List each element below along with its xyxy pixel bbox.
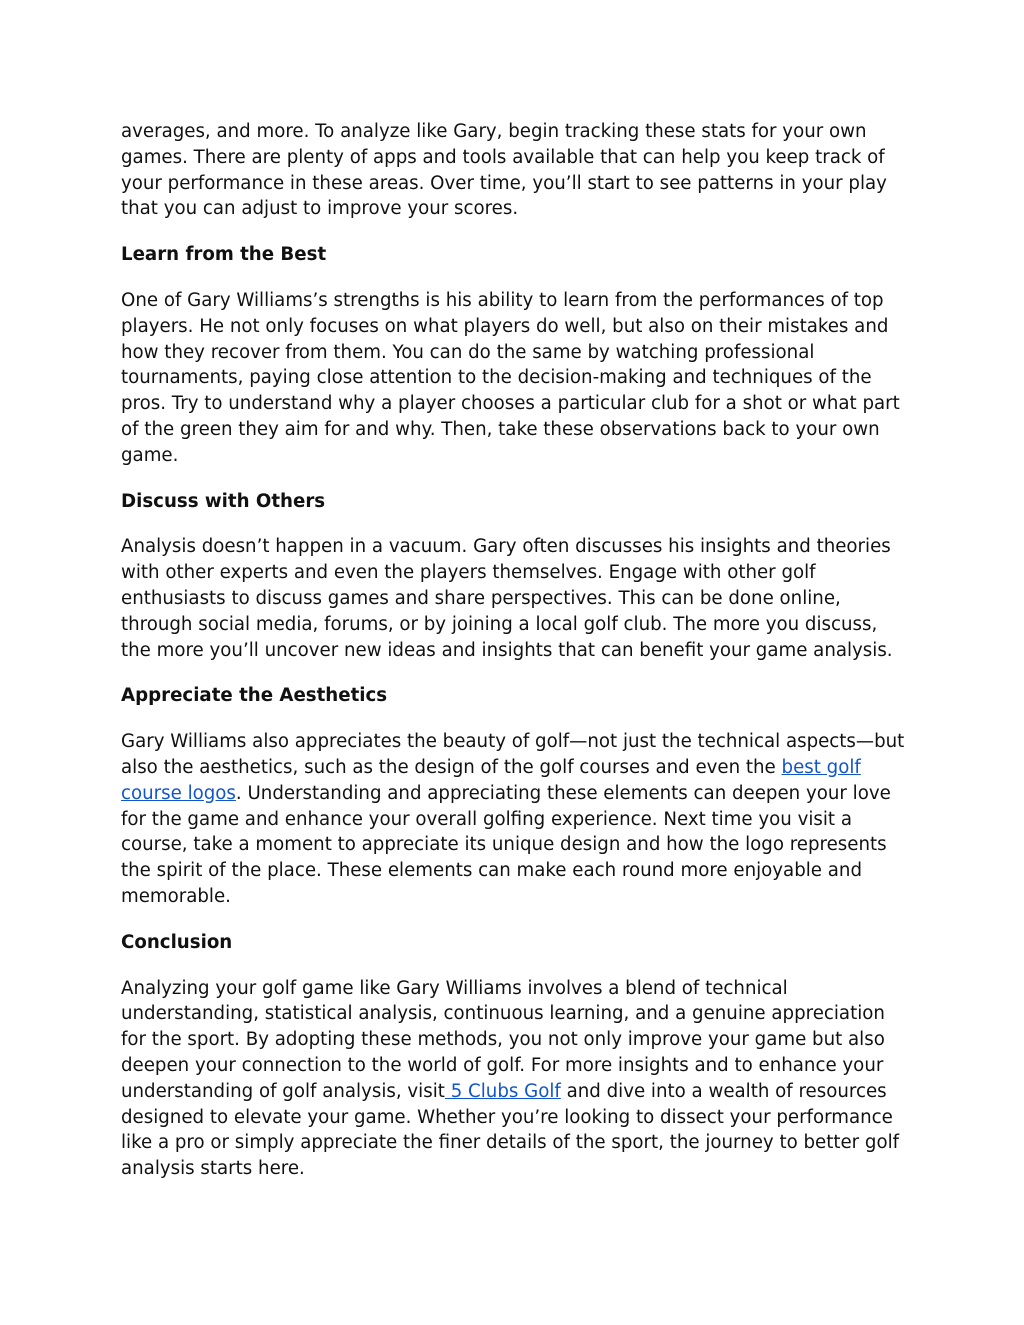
best-golf-course-logos-link[interactable]: best golf course logos <box>121 756 861 804</box>
aesthetics-text-before: Gary Williams also appreciates the beauty of golf—not just the technical aspects—but also the aesthetics, such as the design of the golf courses and even the <box>121 731 905 778</box>
section-heading-learn: Learn from the Best <box>121 244 327 266</box>
aesthetics-text-after: . Understanding and appreciating these elements can deepen your love for the game and enhance your overall golfing experience. Next time you visit a course, take a moment to appreciate its unique design and how the logo represents the spirit of the place. These elements can make each round more enjoyable and memorable. <box>121 782 891 907</box>
conclusion-text-after: and dive into a wealth of resources designed to elevate your game. Whether you’re looking to dissect your performance like a pro or simply appreciate the finer details of the sport, the journey to better golf analysis starts here. <box>121 1080 900 1180</box>
intro-paragraph: averages, and more. To analyze like Gary, begin tracking these stats for your own games. There are plenty of apps and tools available that can help you keep track of your performance in these areas. Over time, you’ll start to see patterns in your play that you can adjust to improve your scores. <box>121 121 887 220</box>
document-page <box>121 119 911 1202</box>
paragraph-aesthetics <box>121 729 911 910</box>
section-heading-aesthetics: Appreciate the Aesthetics <box>121 685 388 707</box>
five-clubs-golf-link[interactable]: 5 Clubs Golf <box>444 1080 561 1102</box>
paragraph-learn: One of Gary Williams’s strengths is his ability to learn from the performances of top players. He not only focuses on what players do well, but also on their mistakes and how they recover from them. You can do the same by watching professional tournaments, paying close attention to the decision-making and techniques of the pros. Try to understand why a player chooses a particular club for a shot or what part of the green they aim for and why. Then, take these observations back to your own game. <box>121 289 900 466</box>
conclusion-text-before: Analyzing your golf game like Gary Williams involves a blend of technical understanding, statistical analysis, continuous learning, and a genuine appreciation for the sport. By adopting these methods, you not only improve your game but also deepen your connection to the world of golf. For more insights and to enhance your understanding of golf analysis, visit <box>121 977 885 1102</box>
paragraph-discuss: Analysis doesn’t happen in a vacuum. Gary often discusses his insights and theories with other experts and even the players themselves. Engage with other golf enthusiasts to discuss games and share perspectives. This can be done online, through social media, forums, or by joining a local golf club. The more you discuss, the more you’ll uncover new ideas and insights that can benefit your game analysis. <box>121 536 893 661</box>
paragraph-conclusion <box>121 976 911 1182</box>
section-heading-conclusion: Conclusion <box>121 931 233 953</box>
section-heading-discuss: Discuss with Others <box>121 490 326 512</box>
